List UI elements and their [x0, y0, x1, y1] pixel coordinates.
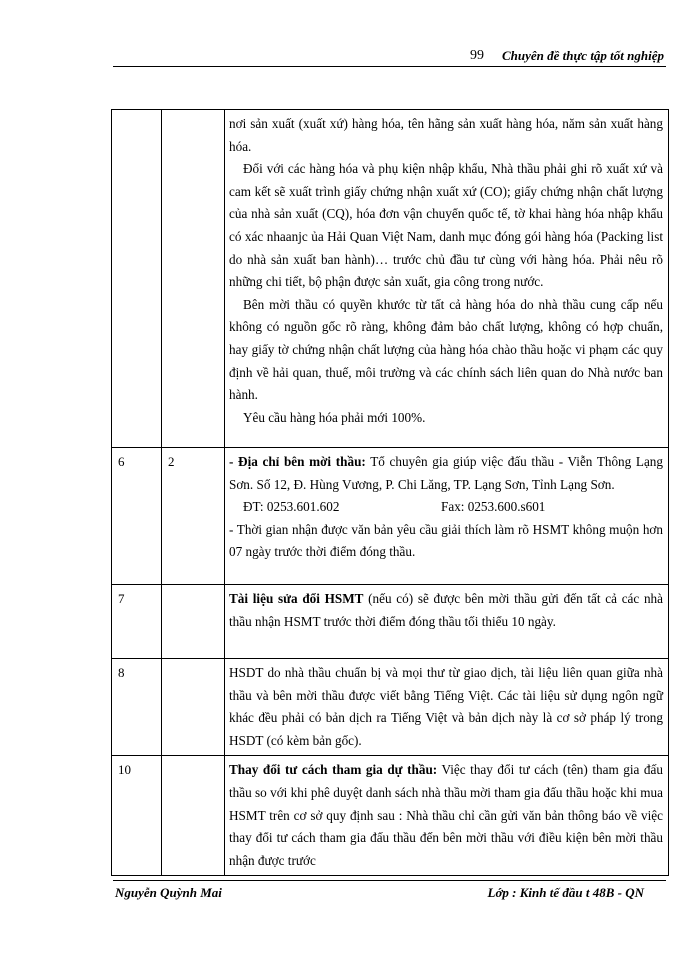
row-content	[225, 659, 669, 756]
row-sub-number	[162, 659, 225, 756]
paragraph-text: Tổ chuyên gia giúp việc đấu thầu - Viễn Thông Lạng Sơn. Số 12, Đ. Hùng Vương, P. Chi Lăng, TP. Lạng Sơn, Tỉnh Lạng Sơn.	[229, 454, 663, 492]
header-title: Chuyên đề thực tập tốt nghiệp	[502, 48, 664, 63]
row-number: 6	[112, 448, 162, 585]
bidding-table	[111, 109, 669, 876]
table-row	[112, 659, 669, 756]
row-sub-number	[162, 110, 225, 448]
paragraph	[229, 759, 663, 872]
fax-number: Fax: 0253.600.s601	[441, 499, 546, 515]
row-number: 10	[112, 756, 162, 876]
bold-lead: - Địa chỉ bên mời thầu:	[229, 454, 366, 469]
row-number: 7	[112, 585, 162, 659]
row-content	[225, 110, 669, 448]
footer-class: Lớp : Kinh tế đầu t 48B - QN	[487, 885, 644, 900]
page-number: 99	[470, 48, 484, 63]
paragraph: Đối với các hàng hóa và phụ kiện nhập khẩu, Nhà thầu phải ghi rõ xuất xứ và cam kết sẽ xuất trình giấy chứng nhận xuất xứ (CO); giấy chứng nhận chất lượng của nhà sản xuất (CQ), hóa đơn vận chuyển quốc tế, tờ khai hàng hóa nhập khẩu có xác nhaanjc ủa Hải Quan Việt Nam, danh mục đóng gói hàng hóa (Packing list do nhà sản xuất ban hành)… trước chủ đầu tư cùng với hàng hóa. Phải nêu rõ những chi tiết, bộ phận được sản xuất, gia công trong nước.	[229, 161, 663, 290]
paragraph: HSDT do nhà thầu chuẩn bị và mọi thư từ giao dịch, tài liệu liên quan giữa nhà thầu và bên mời thầu được viết bằng Tiếng Việt. Các tài liệu sử dụng ngôn ngữ khác đều phải có bản dịch ra Tiếng Việt và bản dịch này là cơ sở pháp lý trong HSDT (có kèm bản gốc).	[229, 665, 663, 748]
paragraph-text: (nếu có) sẽ được bên mời thầu gửi đến tất cả các nhà thầu nhận HSMT trước thời điểm đóng thầu tối thiểu 10 ngày.	[229, 591, 663, 629]
row-content	[225, 756, 669, 876]
paragraph: nơi sản xuất (xuất xứ) hàng hóa, tên hãng sản xuất hàng hóa, năm sản xuất hàng hóa.	[229, 116, 663, 154]
paragraph: Yêu cầu hàng hóa phải mới 100%.	[243, 409, 426, 425]
paragraph	[229, 451, 663, 496]
row-number	[112, 110, 162, 448]
paragraph	[229, 588, 663, 633]
paragraph-text: Việc thay đổi tư cách (tên) tham gia đấu thầu so với khi phê duyệt danh sách nhà thầu mời tham gia đấu thầu hoặc khi mua HSMT trên cơ sở quy định sau : Nhà thầu chỉ cần gửi văn bản thông báo về việc thay đổi tư cách tham gia đấu thầu đến bên mời thầu với điều kiện bên mời thầu nhận được trước	[229, 762, 663, 868]
bold-lead: Thay đổi tư cách tham gia dự thầu:	[229, 762, 438, 778]
table-row	[112, 756, 669, 876]
row-sub-number	[162, 585, 225, 659]
footer-author: Nguyễn Quỳnh Mai	[115, 885, 222, 900]
row-content	[225, 585, 669, 659]
row-sub-number: 2	[162, 448, 225, 585]
page-header	[113, 46, 666, 67]
page-footer	[113, 880, 666, 911]
phone-number: ĐT: 0253.601.602	[243, 499, 340, 515]
paragraph: Bên mời thầu có quyền khước từ tất cả hàng hóa do nhà thầu cung cấp nếu không có nguồn gốc rõ ràng, không đảm bảo chất lượng, không có hợp chuẩn, hay giấy tờ chứng nhận chất lượng của hàng hóa chào thầu hoặc vi phạm các quy định về hải quan, thuế, môi trường và các chính sách liên quan do Nhà nước ban hành.	[229, 296, 663, 403]
row-number: 8	[112, 659, 162, 756]
bold-lead: Tài liệu sửa đổi HSMT	[229, 591, 364, 606]
table-row	[112, 448, 669, 585]
row-sub-number	[162, 756, 225, 876]
paragraph: - Thời gian nhận được văn bản yêu cầu giải thích làm rõ HSMT không muộn hơn 07 ngày trước thời điểm đóng thầu.	[229, 521, 663, 560]
table-row	[112, 585, 669, 659]
table-row	[112, 110, 669, 448]
row-content	[225, 448, 669, 585]
contact-line	[229, 496, 663, 519]
